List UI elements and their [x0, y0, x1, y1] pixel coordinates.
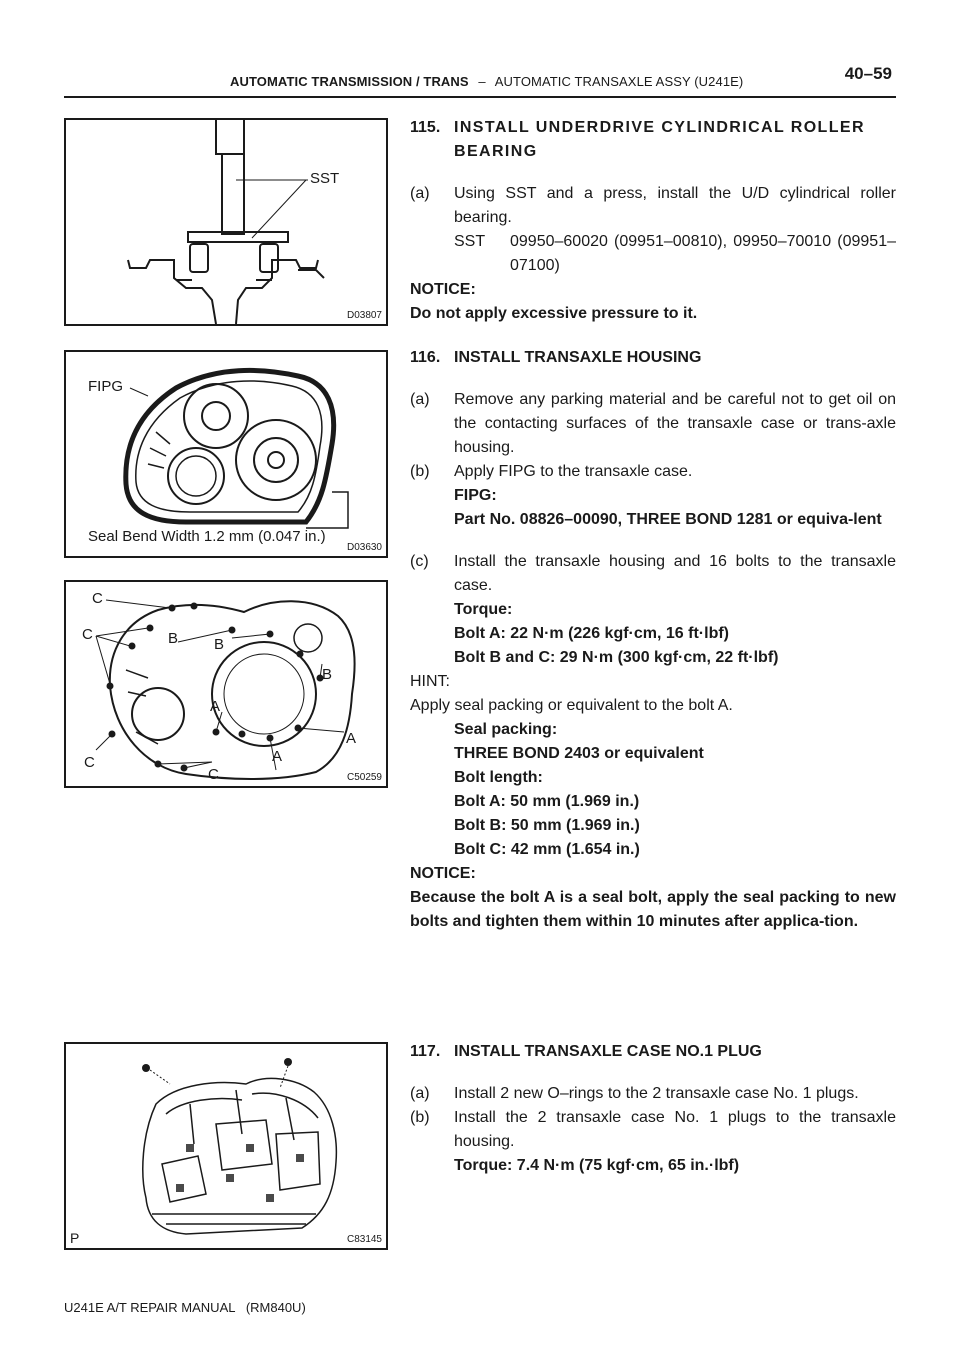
torque-label: Torque:	[454, 601, 513, 618]
bolt-label-a: A	[346, 730, 357, 747]
figure-code: C83145	[346, 1234, 382, 1245]
bolt-label-b: B	[214, 636, 225, 653]
bolt-label-b: B	[322, 666, 333, 683]
substep-a: (a) Install 2 new O–rings to the 2 transaxle case No. 1 plugs.	[410, 1085, 859, 1102]
hint-label: HINT:	[410, 673, 450, 690]
figure-mark-p: P	[70, 1230, 80, 1246]
step-number: 116.	[410, 349, 441, 366]
transaxle-assembly-illustration	[66, 1044, 386, 1248]
bolt-length-label: Bolt length:	[454, 769, 543, 786]
step-115	[410, 116, 896, 326]
step-116	[410, 346, 896, 934]
step-title: INSTALL TRANSAXLE CASE NO.1 PLUG	[454, 1043, 762, 1060]
figure-code: C50259	[346, 772, 382, 783]
bolt-length-c: Bolt C: 42 mm (1.654 in.)	[454, 841, 640, 858]
substep-a: (a) Remove any parking material and be careful not to get oil on the contacting surfaces of the transaxle case or trans-axle housing.	[410, 391, 896, 456]
bolt-label-c: C	[92, 590, 103, 607]
step-heading	[410, 1040, 896, 1064]
step-heading	[410, 346, 896, 370]
housing-bolt-illustration	[66, 582, 386, 786]
seal-packing-value: THREE BOND 2403 or equivalent	[454, 745, 704, 762]
page-footer: U241E A/T REPAIR MANUAL (RM840U)	[64, 1300, 306, 1315]
figure-code: D03807	[346, 310, 382, 321]
figure-bearing-install	[64, 118, 388, 326]
notice-label: NOTICE:	[410, 281, 476, 298]
step-title: INSTALL TRANSAXLE HOUSING	[454, 349, 702, 366]
bolt-label-c: C	[82, 626, 93, 643]
header-title	[230, 74, 743, 89]
header-subsection: AUTOMATIC TRANSAXLE ASSY (U241E)	[494, 74, 744, 89]
notice-label: NOTICE:	[410, 865, 476, 882]
notice-text: Do not apply excessive pressure to it.	[410, 305, 698, 322]
notice-text: Because the bolt A is a seal bolt, apply the seal packing to new bolts and tighten them within 10 minutes after applica-tion.	[410, 889, 896, 930]
page-number: 40–59	[844, 64, 892, 83]
fipg-part-number: Part No. 08826–00090, THREE BOND 1281 or equiva-lent	[454, 511, 882, 528]
bolt-length-b: Bolt B: 50 mm (1.969 in.)	[454, 817, 640, 834]
header-separator: –	[478, 74, 486, 89]
figure-bolt-locations	[64, 580, 388, 788]
bolt-label-b: B	[168, 630, 179, 647]
seal-packing-label: Seal packing:	[454, 721, 558, 738]
substep-b: (b) Install the 2 transaxle case No. 1 plugs to the transaxle housing.	[410, 1109, 896, 1150]
bolt-label-a: A	[272, 748, 283, 765]
step-117	[410, 1040, 896, 1178]
hint-text: Apply seal packing or equivalent to the bolt A.	[410, 697, 733, 714]
seal-width-label: Seal Bend Width 1.2 mm (0.047 in.)	[88, 528, 326, 545]
torque-bolt-a: Bolt A: 22 N·m (226 kgf·cm, 16 ft·lbf)	[454, 625, 729, 642]
step-heading	[410, 116, 896, 164]
step-number: 117.	[410, 1043, 441, 1060]
figure-code: D03630	[346, 542, 382, 553]
bolt-label-c: C	[84, 754, 95, 771]
fipg-label: FIPG	[88, 378, 124, 395]
torque-spec: Torque: 7.4 N·m (75 kgf·cm, 65 in.·lbf)	[454, 1157, 740, 1174]
bolt-label-a: A	[210, 698, 221, 715]
step-title: INSTALL UNDERDRIVE CYLINDRICAL ROLLER BEARING	[454, 119, 865, 160]
page-header	[64, 64, 896, 98]
sst-numbers: SST 09950–60020 (09951–00810), 09950–70010 (09951–07100)	[454, 233, 896, 274]
figure-fipg-application	[64, 350, 388, 558]
substep-a: (a) Using SST and a press, install the U/D cylindrical roller bearing.	[410, 185, 896, 226]
substep-c: (c) Install the transaxle housing and 16 bolts to the transaxle case.	[410, 553, 896, 594]
sst-label: SST	[310, 170, 340, 187]
fipg-label: FIPG:	[454, 487, 497, 504]
bearing-press-illustration	[66, 120, 386, 324]
bolt-length-a: Bolt A: 50 mm (1.969 in.)	[454, 793, 640, 810]
step-number: 115.	[410, 119, 441, 136]
substep-b: (b) Apply FIPG to the transaxle case.	[410, 463, 693, 480]
header-rule	[64, 96, 896, 98]
torque-bolt-bc: Bolt B and C: 29 N·m (300 kgf·cm, 22 ft·lbf)	[454, 649, 779, 666]
figure-plug-install	[64, 1042, 388, 1250]
header-section: AUTOMATIC TRANSMISSION / TRANS	[230, 74, 469, 89]
bolt-label-c: C	[208, 766, 219, 783]
